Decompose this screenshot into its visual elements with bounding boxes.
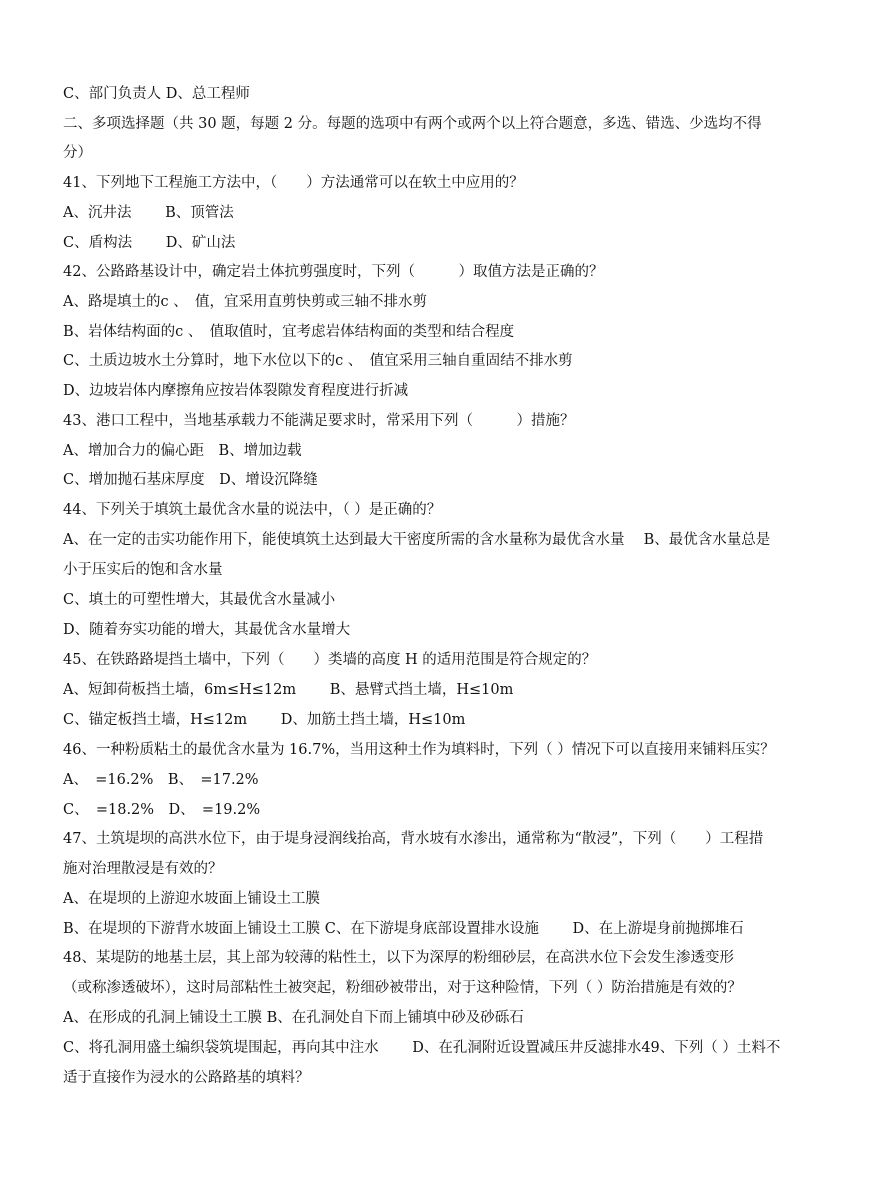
- question-42-option-c: C、土质边坡水土分算时，地下水位以下的c 、 值宜采用三轴自重固结不排水剪: [63, 353, 573, 369]
- question-45-options-ab: A、短卸荷板挡土墙，6m≤H≤12m B、悬臂式挡土墙，H≤10m: [63, 682, 514, 698]
- question-47-options-bcd: B、在堤坝的下游背水坡面上铺设土工膜 C、在下游堤身底部设置排水设施 D、在上游堤身前抛掷堆石: [63, 921, 744, 937]
- question-44-option-c: C、填土的可塑性增大，其最优含水量减小: [63, 592, 336, 608]
- section-heading-multiple-choice: 二、多项选择题（共 30 题，每题 2 分。每题的选项中有两个或两个以上符合题意，多选、错选、少选均不得: [63, 116, 762, 132]
- text-line-option-cd: C、部门负责人 D、总工程师: [63, 86, 250, 102]
- question-43-options-cd: C、增加抛石基床厚度 D、增设沉降缝: [63, 472, 318, 488]
- question-47-continuation: 施对治理散浸是有效的？: [63, 861, 223, 877]
- question-48-continuation: （或称渗透破坏），这时局部粘性土被突起，粉细砂被带出，对于这种险情，下列（ ）防治措施是有效的？: [63, 980, 742, 996]
- question-46-options-ab: A、 =16.2% B、 =17.2%: [63, 772, 259, 788]
- question-45: 45、在铁路路堤挡土墙中，下列（ ）类墙的高度 H 的适用范围是符合规定的？: [63, 652, 597, 668]
- section-heading-continuation: 分）: [63, 145, 92, 161]
- question-44-options-ab: A、在一定的击实功能作用下，能使填筑土达到最大干密度所需的含水量称为最优含水量 B、最优含水量总是: [63, 532, 771, 548]
- question-42-option-d: D、边坡岩体内摩擦角应按岩体裂隙发育程度进行折减: [63, 383, 409, 399]
- question-44: 44、下列关于填筑土最优含水量的说法中，（ ）是正确的？: [63, 502, 442, 518]
- question-41: 41、下列地下工程施工方法中，（ ）方法通常可以在软土中应用的？: [63, 175, 524, 191]
- question-41-options-ab: A、沉井法 B、顶管法: [63, 205, 234, 221]
- question-45-options-cd: C、锚定板挡土墙，H≤12m D、加筋土挡土墙，H≤10m: [63, 712, 466, 728]
- question-42: 42、公路路基设计中，确定岩土体抗剪强度时，下列（ ）取值方法是正确的？: [63, 264, 604, 280]
- question-49-continuation: 适于直接作为浸水的公路路基的填料？: [63, 1070, 310, 1086]
- question-44-option-b-continuation: 小于压实后的饱和含水量: [63, 562, 223, 578]
- question-47-option-a: A、在堤坝的上游迎水坡面上铺设土工膜: [63, 891, 320, 907]
- question-44-option-d: D、随着夯实功能的增大，其最优含水量增大: [63, 622, 351, 638]
- question-48-options-ab: A、在形成的孔洞上铺设土工膜 B、在孔洞处自下而上铺填中砂及砂砾石: [63, 1010, 524, 1026]
- question-43-options-ab: A、增加合力的偏心距 B、增加边载: [63, 443, 302, 459]
- question-46-options-cd: C、 =18.2% D、 =19.2%: [63, 802, 261, 818]
- question-42-option-b: B、岩体结构面的c 、 值取值时，宜考虑岩体结构面的类型和结合程度: [63, 324, 515, 340]
- question-48: 48、某堤防的地基土层，其上部为较薄的粘性土，以下为深厚的粉细砂层，在高洪水位下会发生渗透变形: [63, 950, 734, 966]
- question-41-options-cd: C、盾构法 D、矿山法: [63, 235, 236, 251]
- question-47: 47、土筑堤坝的高洪水位下，由于堤身浸润线抬高，背水坡有水渗出，通常称为“散浸”，下列（ ）工程措: [63, 831, 764, 847]
- question-43: 43、港口工程中，当地基承载力不能满足要求时，常采用下列（ ）措施？: [63, 413, 575, 429]
- question-48-options-cd-question-49: C、将孔洞用盛土编织袋筑堤围起，再向其中注水 D、在孔洞附近设置减压井反滤排水49、下列（ ）土料不: [63, 1040, 781, 1056]
- question-42-option-a: A、路堤填土的c 、 值，宜采用直剪快剪或三轴不排水剪: [63, 294, 427, 310]
- question-46: 46、一种粉质粘土的最优含水量为 16.7%，当用这种土作为填料时，下列（ ）情况下可以直接用来铺料压实？: [63, 742, 775, 758]
